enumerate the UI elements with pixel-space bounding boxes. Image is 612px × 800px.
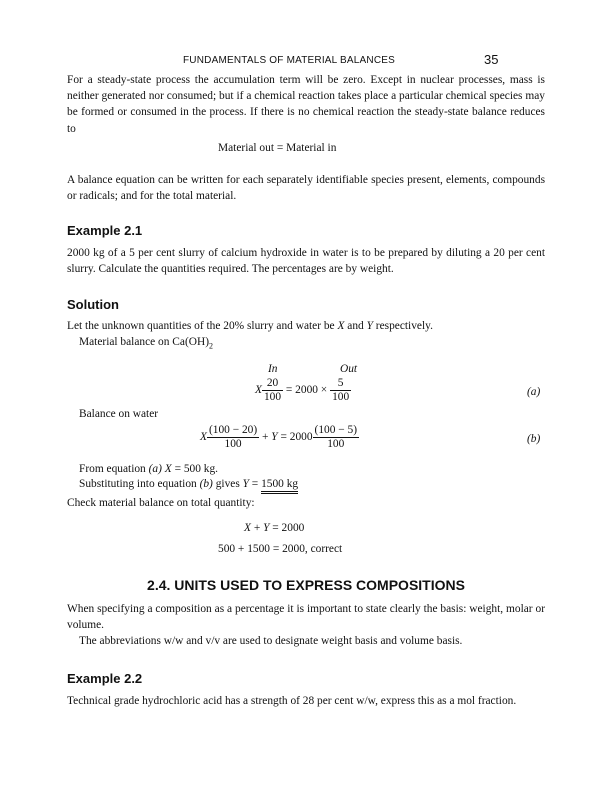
subst-var: Y bbox=[242, 478, 249, 490]
eq-b-mid-var: Y bbox=[271, 431, 278, 444]
eq-a-num-1: 20 bbox=[262, 377, 283, 391]
solution-line-1-post: respectively. bbox=[372, 320, 433, 332]
example-2-1-body: 2000 kg of a 5 per cent slurry of calcium hydroxide in water is to be prepared by diluting a 20 per cent slurry. Calculate the quantities required. The percentages are by weight. bbox=[67, 247, 545, 276]
intro-paragraph-2 bbox=[67, 172, 545, 204]
example-2-1-text bbox=[67, 245, 545, 277]
page-number: 35 bbox=[484, 52, 499, 67]
intro-text-1: For a steady-state process the accumulation term will be zero. Except in nuclear processes, mass is neither generated nor consumed; but if a chemical reaction takes place a particular chemical species may be formed or consumed in the process. If there is no chemical reaction the steady-state balance reduces to bbox=[67, 74, 545, 135]
eq-b-fraction-1 bbox=[207, 424, 259, 451]
eq-b-mid-pre: + bbox=[259, 431, 272, 444]
eq-b-den-1: 100 bbox=[224, 438, 242, 450]
from-equation-line bbox=[79, 463, 218, 475]
eq-b-var: X bbox=[200, 431, 207, 444]
check-eq-mid: + bbox=[250, 522, 264, 534]
solution-line-1-pre: Let the unknown quantities of the 20% slurry and water be bbox=[67, 320, 338, 332]
eq-a-fraction-1 bbox=[262, 377, 283, 404]
intro-paragraph-1 bbox=[67, 72, 545, 137]
subst-pre: Substituting into equation bbox=[79, 478, 200, 490]
from-eq-post: = 500 kg. bbox=[171, 463, 219, 475]
solution-line-2-subscript: 2 bbox=[209, 341, 213, 351]
from-eq-pre: From equation bbox=[79, 463, 149, 475]
eq-b-num-1: (100 − 20) bbox=[208, 424, 258, 436]
check-equation-2: 500 + 1500 = 2000, correct bbox=[218, 543, 343, 555]
column-out: Out bbox=[340, 363, 358, 375]
eq-b-den-2: 100 bbox=[327, 438, 345, 450]
eq-a-fraction-2 bbox=[330, 377, 351, 404]
eq-b-fraction-2 bbox=[313, 424, 360, 451]
section-2-4-text-2: The abbreviations w/w and v/v are used to designate weight basis and volume basis. bbox=[79, 635, 463, 647]
eq-b-mid-post: = 2000 bbox=[277, 431, 313, 444]
eq-a-mid: = 2000 × bbox=[283, 384, 331, 397]
section-2-4-text-1: When specifying a composition as a percentage it is important to state clearly the basis: weight, molar or volume. bbox=[67, 603, 545, 632]
var-x: X bbox=[337, 320, 345, 332]
solution-line-1 bbox=[67, 320, 433, 332]
subst-result: 1500 kg bbox=[261, 478, 298, 494]
intro-text-2: A balance equation can be written for each separately identifiable species present, elements, compounds or radicals; and for the total material. bbox=[67, 174, 545, 203]
solution-line-1-and: and bbox=[344, 320, 367, 332]
eq-a-den-1: 100 bbox=[263, 391, 282, 403]
check-eq-post: = 2000 bbox=[269, 522, 305, 534]
solution-line-2 bbox=[79, 336, 213, 350]
eq-a-var: X bbox=[255, 384, 262, 397]
substitution-line bbox=[79, 478, 298, 490]
subst-eq: = bbox=[248, 478, 262, 490]
section-2-4-paragraph-2 bbox=[67, 633, 545, 649]
subst-label: (b) bbox=[199, 478, 213, 490]
from-eq-var: X bbox=[161, 463, 172, 475]
subst-mid: gives bbox=[212, 478, 243, 490]
from-eq-label: (a) bbox=[148, 463, 162, 475]
example-2-2-heading: Example 2.2 bbox=[67, 671, 143, 686]
check-eq-x: X bbox=[244, 522, 251, 534]
section-2-4-paragraph-1 bbox=[67, 601, 545, 633]
column-in: In bbox=[268, 363, 278, 375]
eq-a-num-2: 5 bbox=[330, 377, 351, 391]
eq-b-num-2: (100 − 5) bbox=[314, 424, 358, 436]
check-line: Check material balance on total quantity: bbox=[67, 497, 255, 509]
equation-a bbox=[255, 377, 351, 404]
section-2-4-title: 2.4. UNITS USED TO EXPRESS COMPOSITIONS bbox=[147, 577, 465, 593]
material-balance-equation: Material out = Material in bbox=[218, 142, 337, 154]
water-balance-label: Balance on water bbox=[79, 408, 159, 420]
equation-a-label: (a) bbox=[527, 386, 541, 398]
check-eq-y: Y bbox=[263, 522, 270, 534]
example-2-2-text bbox=[67, 693, 545, 709]
running-title: FUNDAMENTALS OF MATERIAL BALANCES bbox=[183, 55, 396, 66]
equation-b bbox=[200, 424, 359, 451]
equation-b-label: (b) bbox=[527, 433, 541, 445]
var-y: Y bbox=[366, 320, 373, 332]
solution-heading: Solution bbox=[67, 297, 119, 312]
eq-a-den-2: 100 bbox=[332, 391, 350, 403]
solution-line-2-text: Material balance on Ca(OH) bbox=[79, 336, 209, 348]
check-equation-1 bbox=[244, 522, 304, 534]
example-2-1-heading: Example 2.1 bbox=[67, 223, 143, 238]
example-2-2-body: Technical grade hydrochloric acid has a strength of 28 per cent w/w, express this as a mol fraction. bbox=[67, 695, 517, 707]
